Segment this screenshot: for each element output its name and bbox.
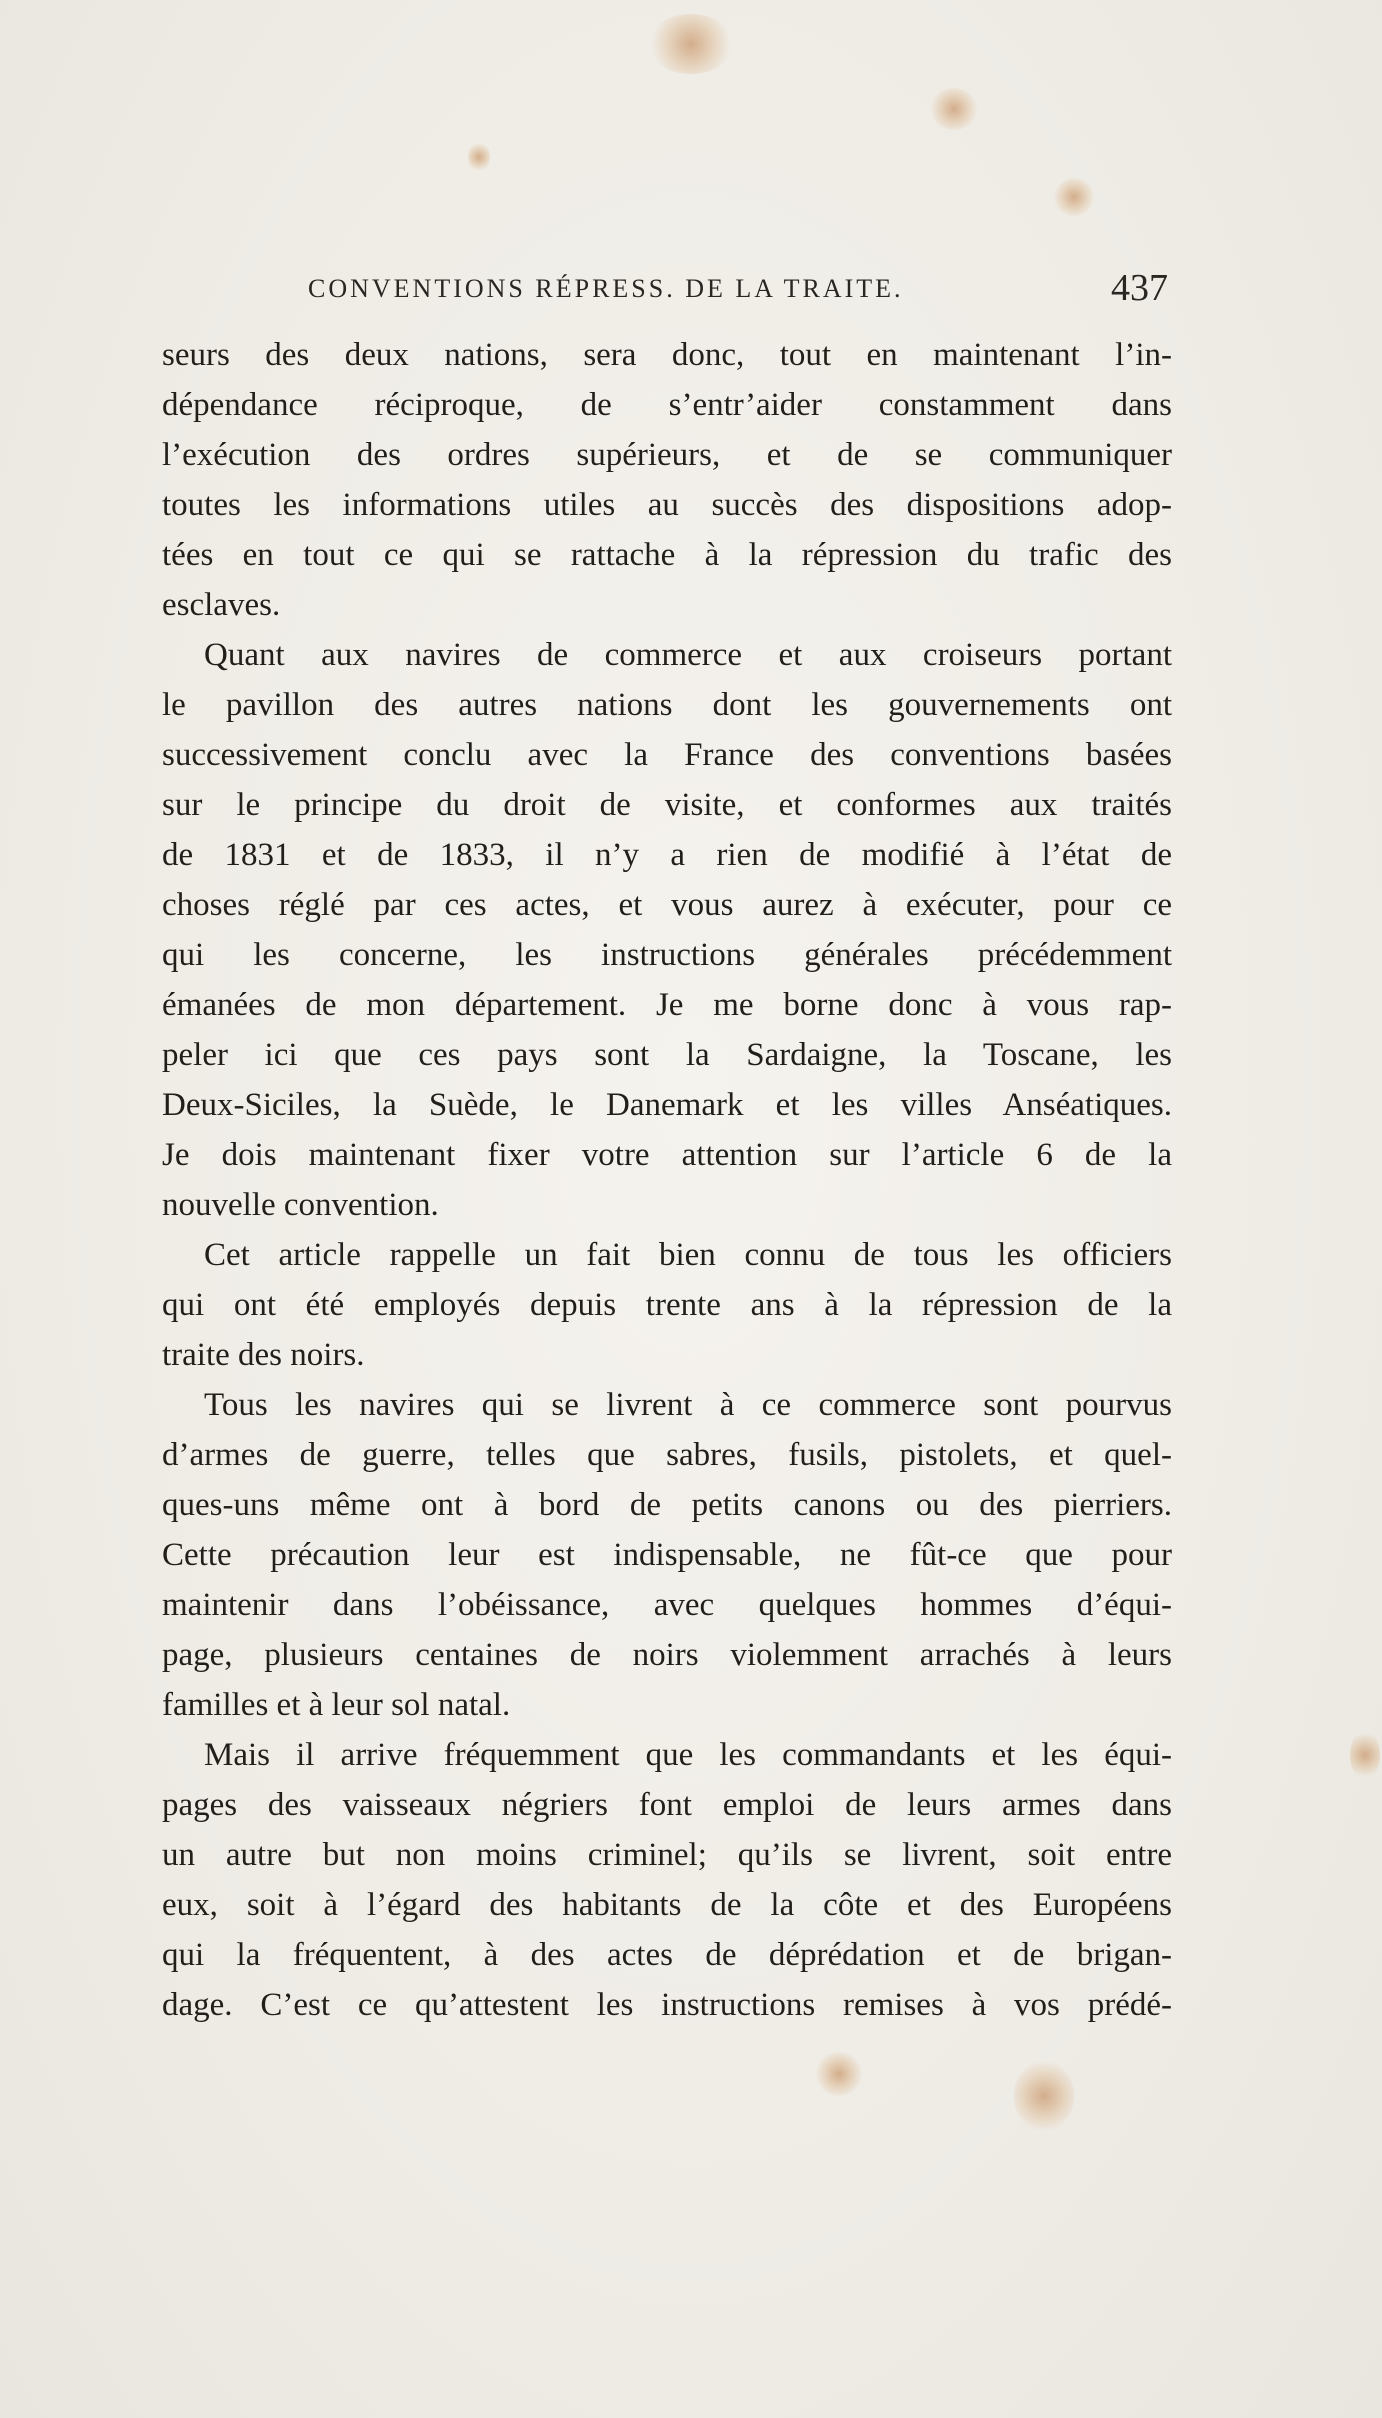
text-line: qui la fréquentent, à des actes de déprédation et de brigan- bbox=[162, 1937, 1172, 1973]
text-line: traite des noirs. bbox=[162, 1337, 365, 1373]
text-line: ques-uns même ont à bord de petits canons ou des pierriers. bbox=[162, 1487, 1172, 1523]
text-line: sur le principe du droit de visite, et conformes aux traités bbox=[162, 787, 1172, 823]
text-line: page, plusieurs centaines de noirs violemment arrachés à leurs bbox=[162, 1637, 1172, 1673]
text-line: esclaves. bbox=[162, 587, 281, 623]
foxing-stain bbox=[930, 88, 978, 130]
text-line: pages des vaisseaux négriers font emploi de leurs armes dans bbox=[162, 1787, 1172, 1823]
text-line: l’exécution des ordres supérieurs, et de se communiquer bbox=[162, 437, 1172, 473]
text-line: Tous les navires qui se livrent à ce commerce sont pourvus bbox=[204, 1387, 1172, 1423]
foxing-stain bbox=[648, 14, 734, 74]
text-line: successivement conclu avec la France des conventions basées bbox=[162, 737, 1172, 773]
text-line: émanées de mon département. Je me borne donc à vous rap- bbox=[162, 987, 1172, 1023]
text-line: qui ont été employés depuis trente ans à la répression de la bbox=[162, 1287, 1172, 1323]
text-line: choses réglé par ces actes, et vous aurez à exécuter, pour ce bbox=[162, 887, 1172, 923]
body-text bbox=[162, 330, 1172, 2030]
text-line: d’armes de guerre, telles que sabres, fusils, pistolets, et quel- bbox=[162, 1437, 1172, 1473]
foxing-stain bbox=[816, 2052, 862, 2096]
foxing-stain bbox=[468, 142, 490, 172]
text-line: Cet article rappelle un fait bien connu de tous les officiers bbox=[204, 1237, 1172, 1273]
text-line: Mais il arrive fréquemment que les commandants et les équi- bbox=[204, 1737, 1172, 1773]
text-line: qui les concerne, les instructions générales précédemment bbox=[162, 937, 1172, 973]
text-line: Quant aux navires de commerce et aux croiseurs portant bbox=[204, 637, 1172, 673]
text-line: de 1831 et de 1833, il n’y a rien de modifié à l’état de bbox=[162, 837, 1172, 873]
text-line: Cette précaution leur est indispensable, ne fût-ce que pour bbox=[162, 1537, 1172, 1573]
text-line: dage. C’est ce qu’attestent les instructions remises à vos prédé- bbox=[162, 1987, 1172, 2023]
running-title: CONVENTIONS RÉPRESS. DE LA TRAITE. bbox=[308, 274, 904, 303]
text-line: un autre but non moins criminel; qu’ils se livrent, soit entre bbox=[162, 1837, 1172, 1873]
text-line: nouvelle convention. bbox=[162, 1187, 439, 1223]
text-line: seurs des deux nations, sera donc, tout en maintenant l’in- bbox=[162, 337, 1172, 373]
text-line: familles et à leur sol natal. bbox=[162, 1687, 511, 1723]
foxing-stain bbox=[1014, 2060, 1074, 2132]
text-line: peler ici que ces pays sont la Sardaigne, la Toscane, les bbox=[162, 1037, 1172, 1073]
text-line: dépendance réciproque, de s’entr’aider constamment dans bbox=[162, 387, 1172, 423]
text-line: Je dois maintenant fixer votre attention sur l’article 6 de la bbox=[162, 1137, 1172, 1173]
foxing-stain bbox=[1350, 1730, 1380, 1780]
text-line: le pavillon des autres nations dont les gouvernements ont bbox=[162, 687, 1172, 723]
text-line: tées en tout ce qui se rattache à la répression du trafic des bbox=[162, 537, 1172, 573]
text-line: eux, soit à l’égard des habitants de la côte et des Européens bbox=[162, 1887, 1172, 1923]
text-line: Deux-Siciles, la Suède, le Danemark et les villes Anséatiques. bbox=[162, 1087, 1172, 1123]
foxing-stain bbox=[1054, 178, 1094, 216]
text-line: toutes les informations utiles au succès des dispositions adop- bbox=[162, 487, 1172, 523]
page-header bbox=[160, 266, 1168, 310]
page-number: 437 bbox=[1111, 267, 1168, 309]
text-line: maintenir dans l’obéissance, avec quelques hommes d’équi- bbox=[162, 1587, 1172, 1623]
